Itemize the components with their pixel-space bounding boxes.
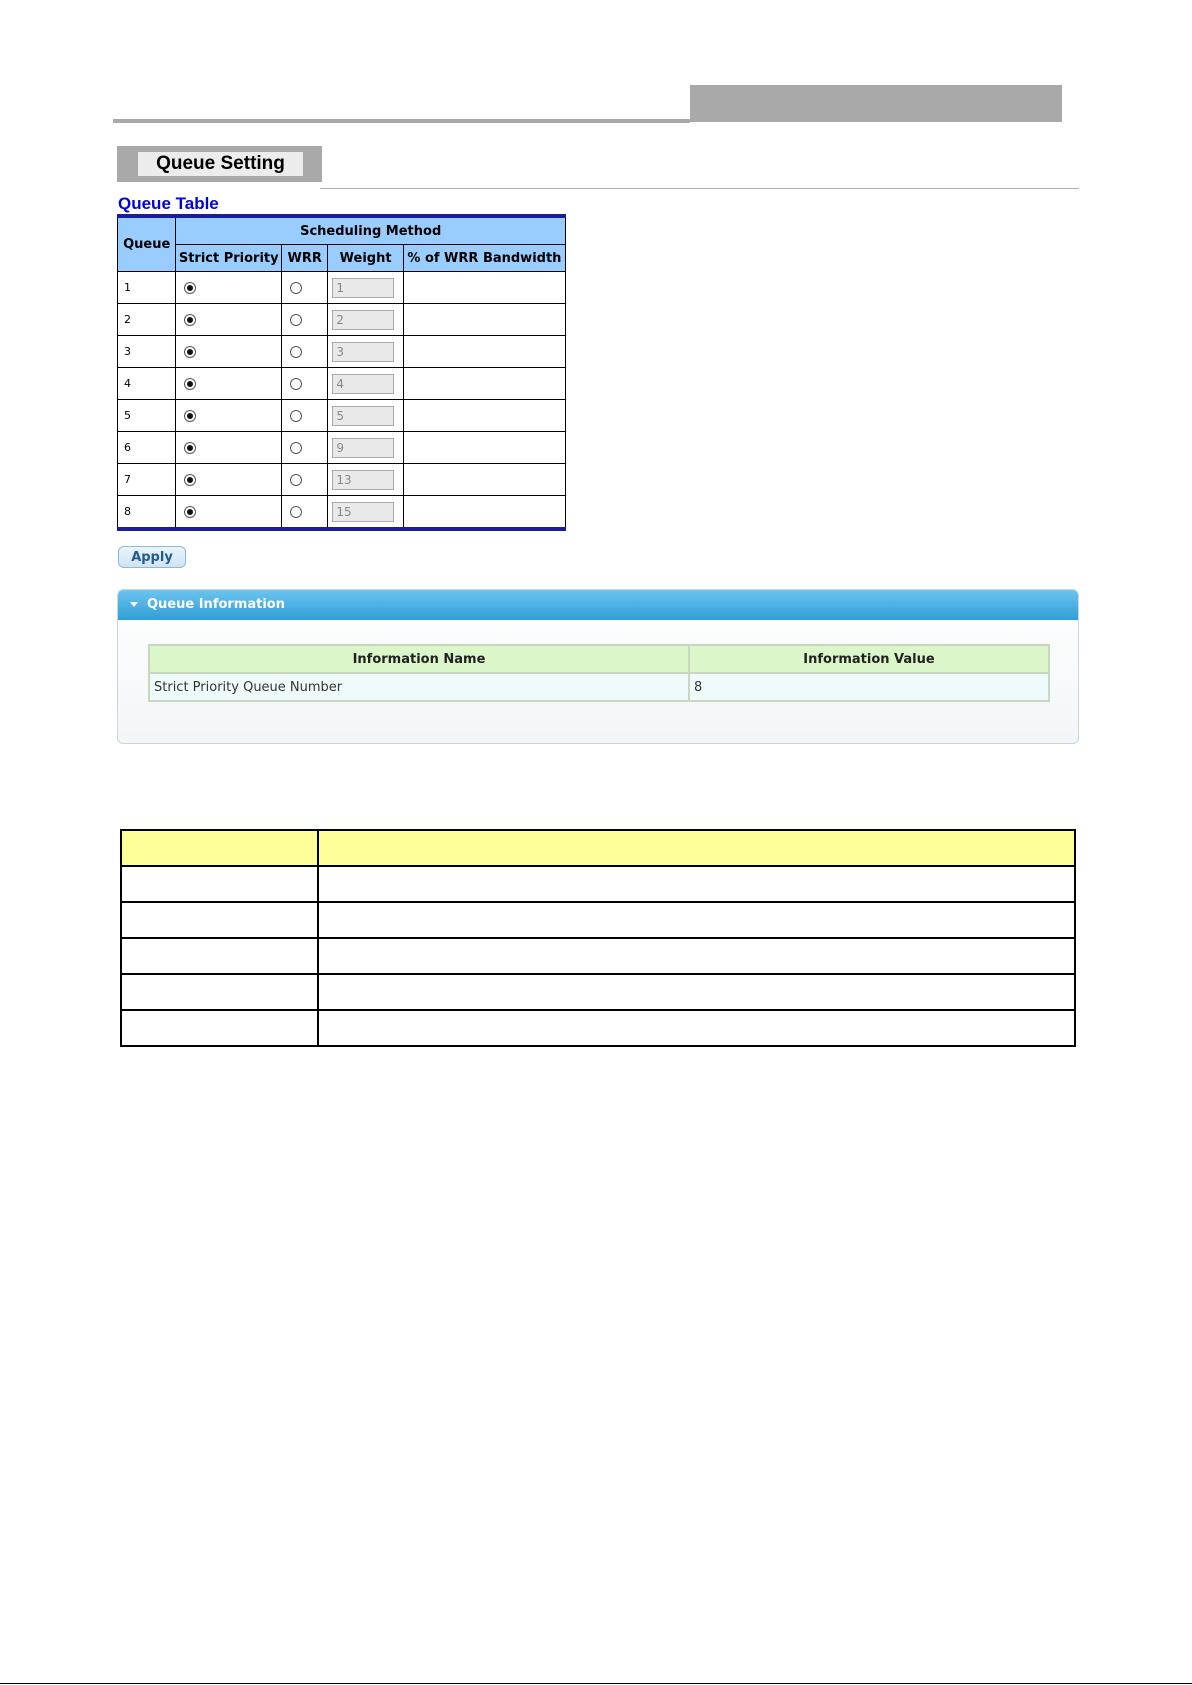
strict-priority-radio[interactable] bbox=[184, 346, 196, 358]
wrr-bandwidth-header: % of WRR Bandwidth bbox=[403, 245, 565, 272]
table-cell bbox=[121, 938, 318, 974]
weight-cell bbox=[328, 368, 403, 400]
queue-table bbox=[117, 214, 566, 531]
strict-priority-cell bbox=[176, 368, 282, 400]
weight-cell bbox=[328, 272, 403, 304]
strict-priority-radio[interactable] bbox=[184, 442, 196, 454]
wrr-cell bbox=[282, 336, 328, 368]
table-row bbox=[118, 304, 566, 336]
queue-number: 4 bbox=[118, 368, 176, 400]
wrr-cell bbox=[282, 464, 328, 496]
strict-priority-radio[interactable] bbox=[184, 410, 196, 422]
queue-number: 3 bbox=[118, 336, 176, 368]
wrr-header: WRR bbox=[282, 245, 328, 272]
strict-priority-header: Strict Priority bbox=[176, 245, 282, 272]
weight-input[interactable]: 5 bbox=[332, 406, 394, 426]
information-name-header: Information Name bbox=[149, 645, 689, 673]
wrr-bandwidth-cell bbox=[403, 304, 565, 336]
table-cell bbox=[121, 866, 318, 902]
table-row bbox=[121, 938, 1075, 974]
strict-priority-radio[interactable] bbox=[184, 282, 196, 294]
queue-information-panel bbox=[117, 589, 1079, 744]
table-row bbox=[149, 673, 1049, 701]
table-cell bbox=[318, 974, 1075, 1010]
weight-input[interactable]: 3 bbox=[332, 342, 394, 362]
information-name-cell: Strict Priority Queue Number bbox=[149, 673, 689, 701]
wrr-bandwidth-cell bbox=[403, 464, 565, 496]
table-row bbox=[121, 866, 1075, 902]
wrr-cell bbox=[282, 496, 328, 530]
strict-priority-cell bbox=[176, 496, 282, 530]
strict-priority-radio[interactable] bbox=[184, 474, 196, 486]
wrr-radio[interactable] bbox=[290, 378, 302, 390]
wrr-bandwidth-cell bbox=[403, 368, 565, 400]
table-row bbox=[118, 368, 566, 400]
table-row bbox=[118, 336, 566, 368]
weight-cell bbox=[328, 400, 403, 432]
wrr-radio[interactable] bbox=[290, 410, 302, 422]
strict-priority-cell bbox=[176, 304, 282, 336]
wrr-radio[interactable] bbox=[290, 442, 302, 454]
description-header-row bbox=[121, 830, 1075, 866]
header-block bbox=[690, 85, 1062, 122]
scheduling-method-header: Scheduling Method bbox=[176, 216, 566, 245]
wrr-cell bbox=[282, 432, 328, 464]
table-cell bbox=[318, 902, 1075, 938]
wrr-bandwidth-cell bbox=[403, 400, 565, 432]
description-table bbox=[120, 829, 1076, 1047]
queue-number: 7 bbox=[118, 464, 176, 496]
strict-priority-radio[interactable] bbox=[184, 314, 196, 326]
description-header-cell bbox=[318, 830, 1075, 866]
wrr-cell bbox=[282, 400, 328, 432]
wrr-bandwidth-cell bbox=[403, 336, 565, 368]
title-separator bbox=[320, 188, 1079, 189]
strict-priority-cell bbox=[176, 336, 282, 368]
queue-header: Queue bbox=[118, 216, 176, 272]
strict-priority-cell bbox=[176, 400, 282, 432]
queue-number: 1 bbox=[118, 272, 176, 304]
strict-priority-cell bbox=[176, 432, 282, 464]
table-cell bbox=[318, 938, 1075, 974]
table-row bbox=[121, 902, 1075, 938]
weight-header: Weight bbox=[328, 245, 403, 272]
table-row bbox=[121, 974, 1075, 1010]
queue-number: 6 bbox=[118, 432, 176, 464]
strict-priority-radio[interactable] bbox=[184, 506, 196, 518]
queue-information-header[interactable] bbox=[118, 590, 1078, 620]
information-value-header: Information Value bbox=[689, 645, 1049, 673]
wrr-radio[interactable] bbox=[290, 314, 302, 326]
wrr-radio[interactable] bbox=[290, 474, 302, 486]
table-cell bbox=[318, 866, 1075, 902]
apply-button[interactable]: Apply bbox=[118, 546, 186, 568]
collapse-arrow-icon[interactable] bbox=[130, 602, 138, 607]
queue-number: 5 bbox=[118, 400, 176, 432]
weight-input[interactable]: 4 bbox=[332, 374, 394, 394]
wrr-cell bbox=[282, 304, 328, 336]
header-divider bbox=[113, 119, 690, 123]
page-title: Queue Setting bbox=[138, 152, 303, 176]
wrr-cell bbox=[282, 368, 328, 400]
weight-cell bbox=[328, 464, 403, 496]
weight-input[interactable]: 15 bbox=[332, 502, 394, 522]
table-cell bbox=[121, 902, 318, 938]
strict-priority-radio[interactable] bbox=[184, 378, 196, 390]
strict-priority-cell bbox=[176, 272, 282, 304]
weight-cell bbox=[328, 496, 403, 530]
table-row bbox=[118, 496, 566, 530]
queue-table-title: Queue Table bbox=[118, 194, 219, 213]
table-cell bbox=[318, 1010, 1075, 1046]
wrr-radio[interactable] bbox=[290, 282, 302, 294]
table-cell bbox=[121, 1010, 318, 1046]
queue-information-table bbox=[148, 644, 1050, 702]
wrr-bandwidth-cell bbox=[403, 432, 565, 464]
table-cell bbox=[121, 974, 318, 1010]
queue-number: 8 bbox=[118, 496, 176, 530]
queue-number: 2 bbox=[118, 304, 176, 336]
weight-input[interactable]: 1 bbox=[332, 278, 394, 298]
table-row bbox=[118, 400, 566, 432]
queue-information-title: Queue Information bbox=[147, 597, 285, 612]
page-bottom-line bbox=[0, 1683, 1192, 1684]
weight-input[interactable]: 2 bbox=[332, 310, 394, 330]
table-row bbox=[121, 1010, 1075, 1046]
wrr-bandwidth-cell bbox=[403, 496, 565, 530]
table-row bbox=[118, 432, 566, 464]
wrr-cell bbox=[282, 272, 328, 304]
weight-input[interactable]: 13 bbox=[332, 470, 394, 490]
strict-priority-cell bbox=[176, 464, 282, 496]
wrr-bandwidth-cell bbox=[403, 272, 565, 304]
weight-cell bbox=[328, 336, 403, 368]
table-row bbox=[118, 272, 566, 304]
wrr-radio[interactable] bbox=[290, 346, 302, 358]
table-row bbox=[118, 464, 566, 496]
information-value-cell: 8 bbox=[689, 673, 1049, 701]
weight-cell bbox=[328, 432, 403, 464]
weight-input[interactable]: 9 bbox=[332, 438, 394, 458]
weight-cell bbox=[328, 304, 403, 336]
wrr-radio[interactable] bbox=[290, 506, 302, 518]
description-header-cell bbox=[121, 830, 318, 866]
